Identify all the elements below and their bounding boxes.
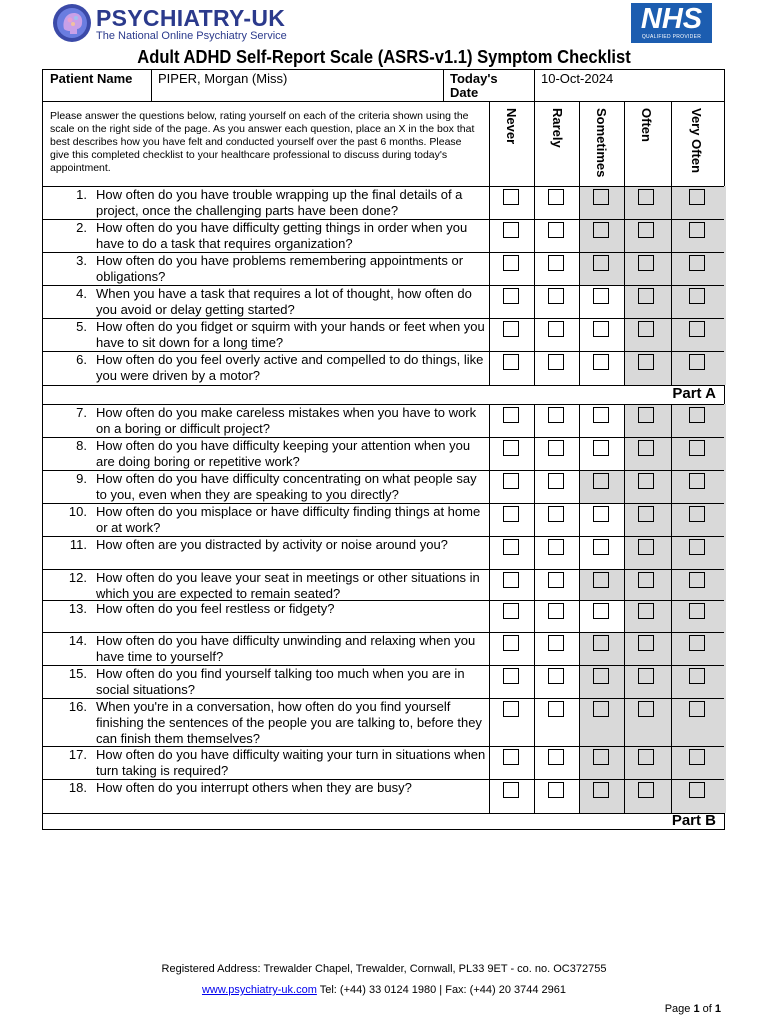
column-divider xyxy=(534,70,535,101)
answer-checkbox-rarely[interactable] xyxy=(548,572,564,588)
column-divider xyxy=(624,101,625,385)
scale-header-very-often: Very Often xyxy=(689,108,704,174)
question-text: obligations? xyxy=(96,269,166,284)
question-text: project, once the challenging parts have been done? xyxy=(96,203,399,218)
answer-checkbox-very-often[interactable] xyxy=(689,635,705,651)
answer-checkbox-sometimes[interactable] xyxy=(593,749,609,765)
answer-checkbox-never[interactable] xyxy=(503,506,519,522)
answer-checkbox-very-often[interactable] xyxy=(689,603,705,619)
column-divider xyxy=(489,101,490,385)
row-divider xyxy=(43,665,724,666)
answer-checkbox-never[interactable] xyxy=(503,255,519,271)
column-divider xyxy=(534,404,535,813)
answer-checkbox-very-often[interactable] xyxy=(689,440,705,456)
part-b-label: Part B xyxy=(671,812,716,829)
scale-header-rarely: Rarely xyxy=(550,108,565,148)
answer-checkbox-sometimes[interactable] xyxy=(593,782,609,798)
date-value: 10-Oct-2024 xyxy=(541,71,614,86)
answer-checkbox-often[interactable] xyxy=(638,189,654,205)
answer-checkbox-sometimes[interactable] xyxy=(593,354,609,370)
question-number: 7. xyxy=(76,405,87,420)
question-text: How often do you leave your seat in meetings or other situations in xyxy=(96,570,480,585)
answer-checkbox-often[interactable] xyxy=(638,354,654,370)
answer-checkbox-often[interactable] xyxy=(638,255,654,271)
row-divider xyxy=(43,186,724,187)
answer-checkbox-very-often[interactable] xyxy=(689,321,705,337)
row-divider xyxy=(43,252,724,253)
answer-checkbox-often[interactable] xyxy=(638,506,654,522)
question-text: When you have a task that requires a lot of thought, how often do xyxy=(96,286,472,301)
row-divider xyxy=(43,385,724,386)
answer-checkbox-often[interactable] xyxy=(638,539,654,555)
column-divider xyxy=(534,101,535,385)
question-text: turn taking is required? xyxy=(96,763,229,778)
footer-address: Registered Address: Trewalder Chapel, Trewalder, Cornwall, PL33 9ET - co. no. OC372755 xyxy=(161,963,607,975)
patient-name-value: PIPER, Morgan (Miss) xyxy=(158,71,288,86)
answer-checkbox-never[interactable] xyxy=(503,321,519,337)
question-text: which you are expected to remain seated? xyxy=(96,586,341,601)
footer-phone-fax: Tel: (+44) 33 0124 1980 | Fax: (+44) 20 3744 2961 xyxy=(316,984,567,996)
part-a-label: Part A xyxy=(672,385,716,402)
question-number: 15. xyxy=(68,666,87,681)
question-text: you avoid or delay getting started? xyxy=(96,302,295,317)
brand-name: PSYCHIATRY-UK xyxy=(96,5,286,31)
column-divider xyxy=(443,70,444,101)
question-text: How often do you have difficulty waiting your turn in situations when xyxy=(96,747,486,762)
answer-checkbox-often[interactable] xyxy=(638,668,654,684)
question-text: you were driven by a motor? xyxy=(96,368,261,383)
patient-name-label: Patient Name xyxy=(50,71,133,86)
question-text: have to do a task that requires organization? xyxy=(96,236,353,251)
answer-checkbox-rarely[interactable] xyxy=(548,288,564,304)
row-divider xyxy=(43,101,724,102)
question-text: How often do you have trouble wrapping up the final details of a xyxy=(96,187,463,202)
answer-checkbox-rarely[interactable] xyxy=(548,473,564,489)
row-divider xyxy=(43,219,724,220)
answer-checkbox-often[interactable] xyxy=(638,782,654,798)
row-divider xyxy=(43,813,724,814)
row-divider xyxy=(43,503,724,504)
answer-checkbox-rarely[interactable] xyxy=(548,506,564,522)
column-divider xyxy=(489,404,490,813)
answer-checkbox-sometimes[interactable] xyxy=(593,539,609,555)
column-divider xyxy=(671,404,672,813)
question-number: 10. xyxy=(68,504,87,519)
answer-checkbox-very-often[interactable] xyxy=(689,407,705,423)
question-number: 2. xyxy=(76,220,87,235)
column-divider xyxy=(579,404,580,813)
answer-checkbox-never[interactable] xyxy=(503,668,519,684)
row-divider xyxy=(43,470,724,471)
answer-checkbox-rarely[interactable] xyxy=(548,701,564,717)
question-text: When you're in a conversation, how often do you find yourself xyxy=(96,699,451,714)
answer-checkbox-very-often[interactable] xyxy=(689,473,705,489)
footer-contact xyxy=(0,984,768,996)
answer-checkbox-rarely[interactable] xyxy=(548,635,564,651)
answer-checkbox-rarely[interactable] xyxy=(548,539,564,555)
question-number: 18. xyxy=(68,780,87,795)
answer-checkbox-sometimes[interactable] xyxy=(593,407,609,423)
answer-checkbox-rarely[interactable] xyxy=(548,189,564,205)
answer-checkbox-often[interactable] xyxy=(638,288,654,304)
date-label-line2: Date xyxy=(450,85,479,100)
row-divider xyxy=(43,600,724,601)
question-text: How often do you find yourself talking too much when you are in xyxy=(96,666,465,681)
row-divider xyxy=(43,285,724,286)
answer-checkbox-often[interactable] xyxy=(638,572,654,588)
question-text: have to sit down for a long time? xyxy=(96,335,284,350)
question-number: 17. xyxy=(68,747,87,762)
answer-checkbox-very-often[interactable] xyxy=(689,539,705,555)
column-divider xyxy=(579,101,580,385)
question-text: How often do you have difficulty getting things in order when you xyxy=(96,220,468,235)
answer-checkbox-never[interactable] xyxy=(503,539,519,555)
answer-checkbox-often[interactable] xyxy=(638,407,654,423)
answer-checkbox-never[interactable] xyxy=(503,189,519,205)
question-text: can finish them themselves? xyxy=(96,731,261,746)
question-text: How often do you fidget or squirm with your hands or feet when you xyxy=(96,319,485,334)
column-divider xyxy=(151,70,152,101)
answer-checkbox-never[interactable] xyxy=(503,603,519,619)
answer-checkbox-never[interactable] xyxy=(503,222,519,238)
answer-checkbox-very-often[interactable] xyxy=(689,354,705,370)
answer-checkbox-rarely[interactable] xyxy=(548,407,564,423)
question-text: How often do you make careless mistakes when you have to work xyxy=(96,405,477,420)
question-text: How often do you have difficulty keeping your attention when you xyxy=(96,438,471,453)
question-text: How often do you feel overly active and compelled to do things, like xyxy=(96,352,484,367)
answer-checkbox-rarely[interactable] xyxy=(548,222,564,238)
question-number: 6. xyxy=(76,352,87,367)
row-divider xyxy=(43,632,724,633)
answer-checkbox-sometimes[interactable] xyxy=(593,288,609,304)
answer-checkbox-sometimes[interactable] xyxy=(593,572,609,588)
answer-checkbox-very-often[interactable] xyxy=(689,701,705,717)
question-number: 9. xyxy=(76,471,87,486)
answer-checkbox-often[interactable] xyxy=(638,473,654,489)
answer-checkbox-often[interactable] xyxy=(638,222,654,238)
answer-checkbox-sometimes[interactable] xyxy=(593,473,609,489)
answer-checkbox-very-often[interactable] xyxy=(689,222,705,238)
psychiatry-uk-logo xyxy=(52,3,292,45)
answer-checkbox-sometimes[interactable] xyxy=(593,321,609,337)
answer-checkbox-often[interactable] xyxy=(638,321,654,337)
nhs-logo xyxy=(631,3,712,43)
answer-checkbox-never[interactable] xyxy=(503,473,519,489)
column-divider xyxy=(671,101,672,385)
question-text: How often do you interrupt others when they are busy? xyxy=(96,780,412,795)
answer-checkbox-very-often[interactable] xyxy=(689,668,705,684)
row-divider xyxy=(43,746,724,747)
answer-checkbox-sometimes[interactable] xyxy=(593,506,609,522)
answer-checkbox-often[interactable] xyxy=(638,749,654,765)
question-number: 13. xyxy=(68,601,87,616)
answer-checkbox-sometimes[interactable] xyxy=(593,189,609,205)
question-text: How often are you distracted by activity or noise around you? xyxy=(96,537,448,552)
answer-checkbox-never[interactable] xyxy=(503,572,519,588)
answer-checkbox-rarely[interactable] xyxy=(548,782,564,798)
answer-checkbox-sometimes[interactable] xyxy=(593,635,609,651)
answer-checkbox-very-often[interactable] xyxy=(689,506,705,522)
checklist-form xyxy=(42,69,725,830)
page-number: Page 1 of 1 xyxy=(664,1003,721,1015)
answer-checkbox-often[interactable] xyxy=(638,603,654,619)
answer-checkbox-never[interactable] xyxy=(503,407,519,423)
question-text: How often do you have problems remembering appointments or xyxy=(96,253,464,268)
nhs-logo-text: NHS xyxy=(640,3,703,35)
question-number: 8. xyxy=(76,438,87,453)
question-text: have time to yourself? xyxy=(96,649,224,664)
answer-checkbox-very-often[interactable] xyxy=(689,288,705,304)
column-divider xyxy=(624,404,625,813)
brain-head-icon xyxy=(52,3,92,43)
answer-checkbox-rarely[interactable] xyxy=(548,749,564,765)
question-number: 3. xyxy=(76,253,87,268)
question-text: finishing the sentences of the people you are talking to, before they xyxy=(96,715,482,730)
question-text: How often do you feel restless or fidgety? xyxy=(96,601,335,616)
answer-checkbox-sometimes[interactable] xyxy=(593,668,609,684)
answer-checkbox-never[interactable] xyxy=(503,354,519,370)
row-divider xyxy=(43,698,724,699)
answer-checkbox-never[interactable] xyxy=(503,440,519,456)
brand-tagline: The National Online Psychiatry Service xyxy=(96,30,287,42)
website-link[interactable]: www.psychiatry-uk.com xyxy=(201,984,317,996)
answer-checkbox-rarely[interactable] xyxy=(548,668,564,684)
nhs-logo-subtext: QUALIFIED PROVIDER xyxy=(641,34,702,40)
document-title: Adult ADHD Self-Report Scale (ASRS-v1.1) Symptom Checklist xyxy=(137,47,631,67)
question-number: 12. xyxy=(68,570,87,585)
answer-checkbox-very-often[interactable] xyxy=(689,749,705,765)
question-text: How often do you have difficulty unwinding and relaxing when you xyxy=(96,633,476,648)
scale-header-sometimes: Sometimes xyxy=(594,108,609,178)
question-number: 4. xyxy=(76,286,87,301)
answer-checkbox-sometimes[interactable] xyxy=(593,222,609,238)
date-label-line1: Today's xyxy=(450,71,498,86)
answer-checkbox-never[interactable] xyxy=(503,701,519,717)
answer-checkbox-rarely[interactable] xyxy=(548,354,564,370)
row-divider xyxy=(43,351,724,352)
answer-checkbox-very-often[interactable] xyxy=(689,189,705,205)
question-number: 5. xyxy=(76,319,87,334)
answer-checkbox-never[interactable] xyxy=(503,635,519,651)
instructions-text: Please answer the questions below, rating yourself on each of the criteria shown using the scale on the right side of the page. As you answer each question, place an X in the box that best describes how you have felt and conducted yourself over the past 6 months. Please give this completed checklist to your healthcare professional to discuss during today's appointment. xyxy=(50,110,475,174)
question-number: 11. xyxy=(69,537,87,552)
answer-checkbox-rarely[interactable] xyxy=(548,321,564,337)
question-text: on a boring or difficult project? xyxy=(96,421,270,436)
answer-checkbox-very-often[interactable] xyxy=(689,782,705,798)
row-divider xyxy=(43,437,724,438)
answer-checkbox-very-often[interactable] xyxy=(689,572,705,588)
answer-checkbox-rarely[interactable] xyxy=(548,440,564,456)
question-number: 14. xyxy=(68,633,87,648)
answer-checkbox-sometimes[interactable] xyxy=(593,255,609,271)
question-number: 1. xyxy=(76,187,87,202)
question-text: How often do you misplace or have difficulty finding things at home xyxy=(96,504,481,519)
answer-checkbox-sometimes[interactable] xyxy=(593,603,609,619)
answer-checkbox-never[interactable] xyxy=(503,288,519,304)
question-text: or at work? xyxy=(96,520,161,535)
answer-checkbox-often[interactable] xyxy=(638,440,654,456)
answer-checkbox-rarely[interactable] xyxy=(548,255,564,271)
part-a-divider xyxy=(43,404,724,405)
question-number: 16. xyxy=(68,699,87,714)
question-text: are doing boring or repetitive work? xyxy=(96,454,300,469)
scale-header-never: Never xyxy=(504,108,519,145)
answer-checkbox-often[interactable] xyxy=(638,635,654,651)
row-divider xyxy=(43,536,724,537)
row-divider xyxy=(43,318,724,319)
answer-checkbox-never[interactable] xyxy=(503,782,519,798)
answer-checkbox-often[interactable] xyxy=(638,701,654,717)
answer-checkbox-never[interactable] xyxy=(503,749,519,765)
answer-checkbox-rarely[interactable] xyxy=(548,603,564,619)
question-text: to you, even when they are speaking to you directly? xyxy=(96,487,399,502)
question-text: social situations? xyxy=(96,682,195,697)
scale-header-often: Often xyxy=(639,108,654,142)
row-divider xyxy=(43,779,724,780)
row-divider xyxy=(43,569,724,570)
answer-checkbox-sometimes[interactable] xyxy=(593,701,609,717)
question-text: How often do you have difficulty concentrating on what people say xyxy=(96,471,477,486)
answer-checkbox-very-often[interactable] xyxy=(689,255,705,271)
answer-checkbox-sometimes[interactable] xyxy=(593,440,609,456)
